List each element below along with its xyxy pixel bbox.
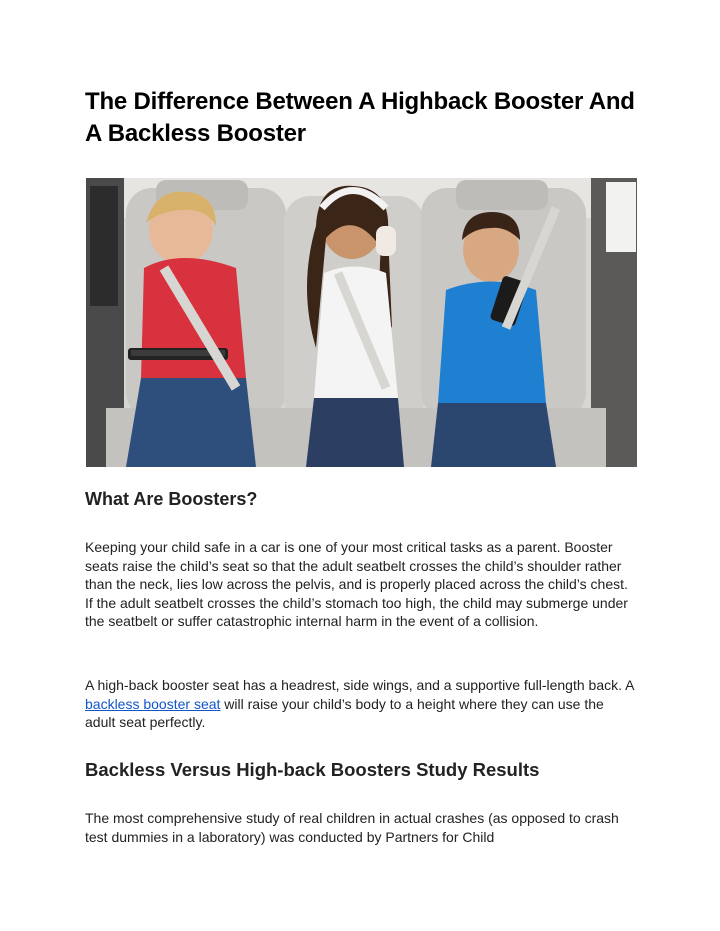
paragraph-text-before-link: A high-back booster seat has a headrest, side wings, and a supportive full-length back. A bbox=[85, 677, 634, 693]
paragraph-high-back-vs-backless bbox=[85, 676, 637, 732]
page-title: The Difference Between A Highback Booster And A Backless Booster bbox=[85, 88, 635, 147]
section-heading-what-are-boosters: What Are Boosters? bbox=[85, 489, 258, 509]
paragraph-booster-intro: Keeping your child safe in a car is one of your most critical tasks as a parent. Booster seats raise the child’s seat so that the adult seatbelt crosses the child’s shoulder rather than the neck, lies low across the pelvis, and is properly placed across the child’s chest. If the adult seatbelt crosses the child’s stomach too high, the child may submerge under the seatbelt or suffer catastrophic internal harm in the event of a collision. bbox=[85, 539, 628, 629]
paragraph-text-after-link: will raise your child’s body to a height where they can use the adult seat perfectly. bbox=[85, 695, 604, 730]
hero-photo-illustration bbox=[86, 178, 637, 467]
hero-photo-children-in-boosters bbox=[86, 178, 637, 467]
backless-booster-seat-link[interactable]: backless booster seat bbox=[85, 695, 221, 712]
section-heading-study-results: Backless Versus High-back Boosters Study Results bbox=[85, 759, 540, 780]
paragraph-study-intro: The most comprehensive study of real children in actual crashes (as opposed to crash test dummies in a laboratory) was conducted by Partners for Child bbox=[85, 810, 619, 845]
